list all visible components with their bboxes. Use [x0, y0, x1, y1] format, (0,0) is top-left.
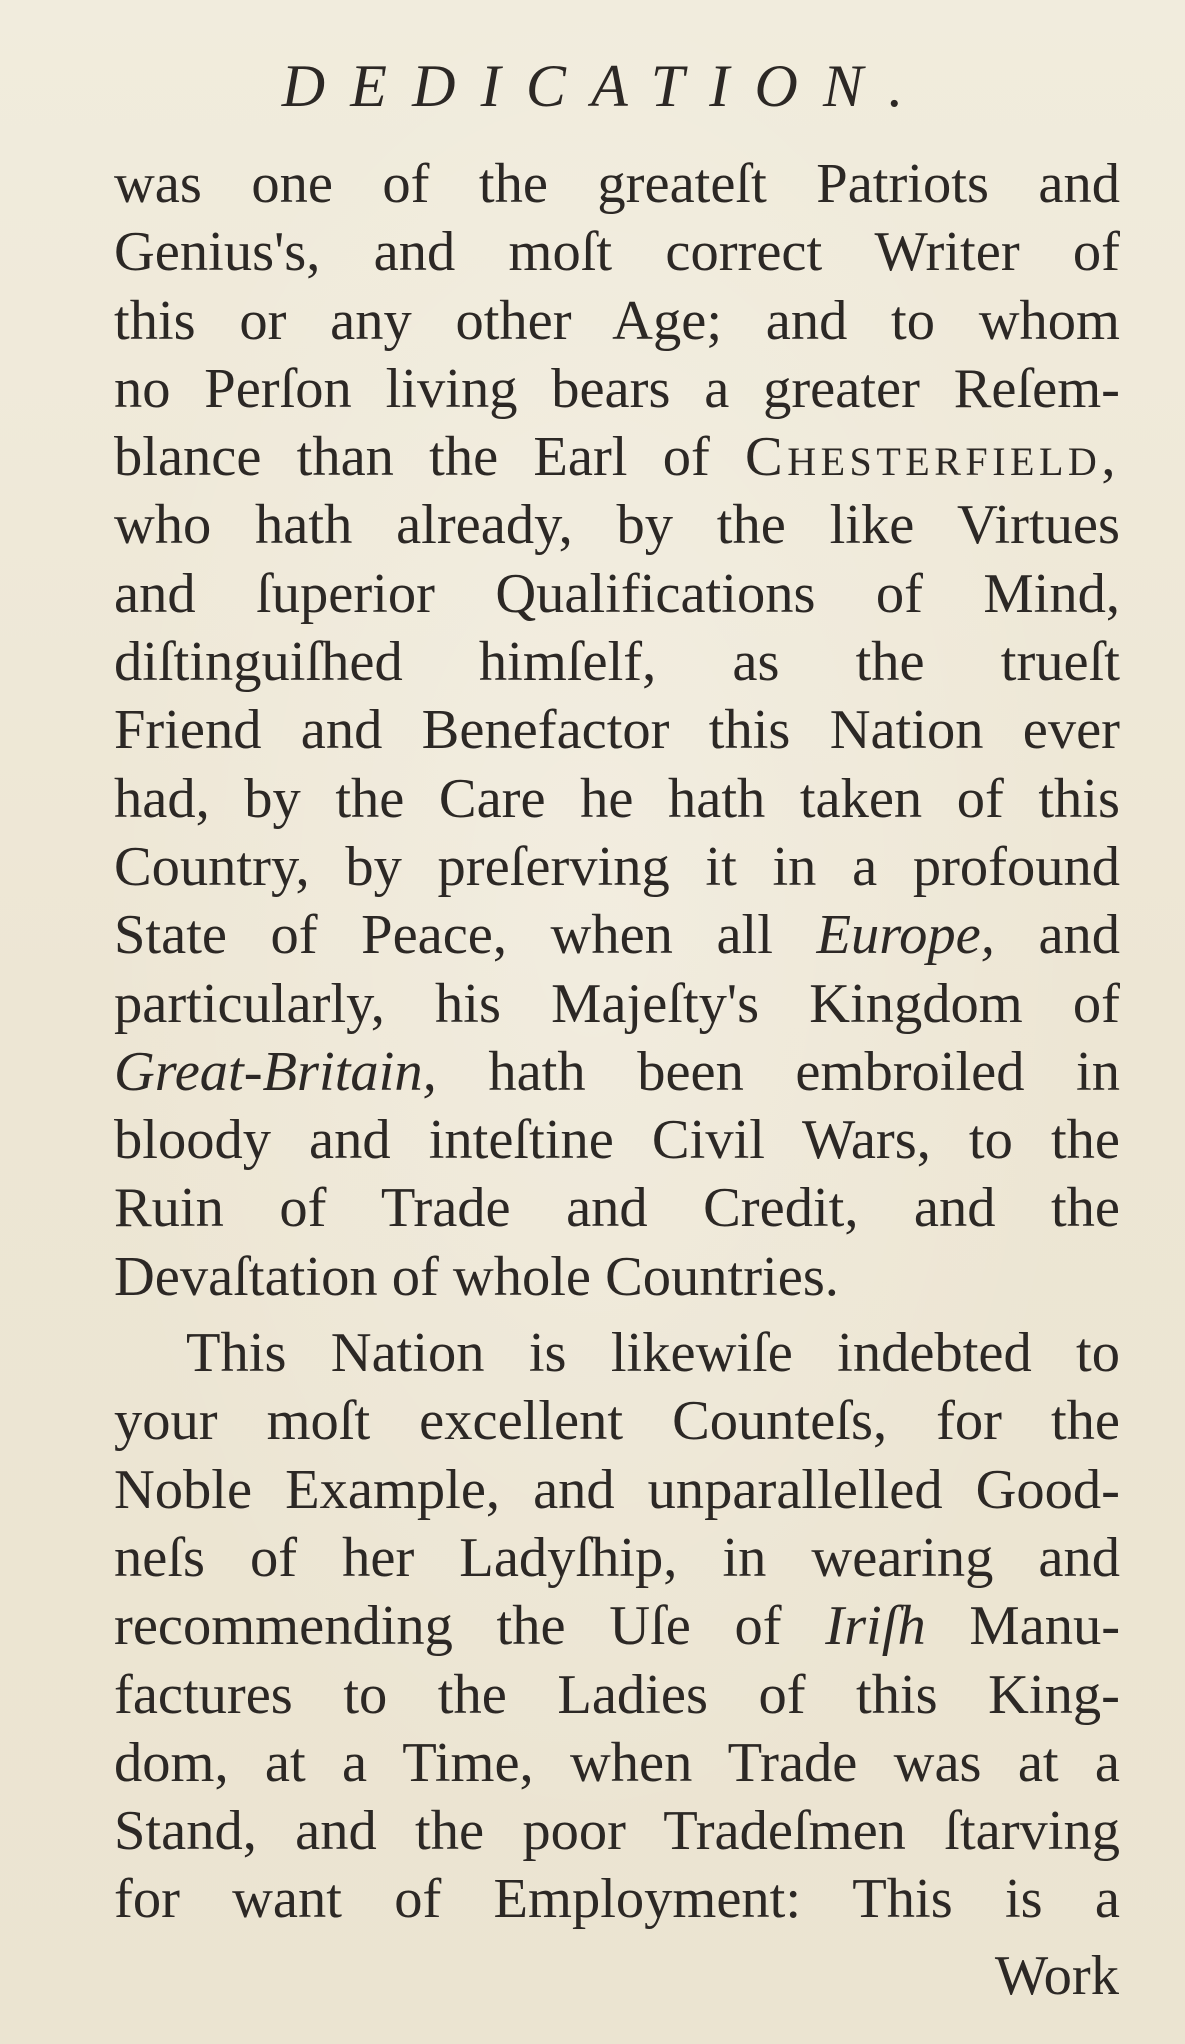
italic-place-name: Europe,: [816, 904, 995, 967]
text-fragment: blance than the Earl of: [114, 426, 710, 489]
text-line: Ruin of Trade and Credit, and the: [114, 1177, 1120, 1240]
text-line: [114, 1592, 1120, 1660]
text-line: who hath already, by the like Virtues: [114, 494, 1120, 557]
text-line: factures to the Ladies of this King-: [114, 1663, 1120, 1726]
text-line: Genius's, and moſt correct Writer of: [114, 221, 1120, 284]
text-line: Stand, and the poor Tradeſmen ſtarving: [114, 1800, 1120, 1863]
text-line: Friend and Benefactor this Nation ever: [114, 699, 1120, 762]
text-line: Country, by preſerving it in a profound: [114, 835, 1120, 898]
text-line: This Nation is likewiſe indebted to: [186, 1322, 1120, 1385]
text-line: this or any other Age; and to whom: [114, 289, 1120, 352]
text-line: Noble Example, and unparallelled Good-: [114, 1458, 1120, 1521]
text-line: particularly, his Majeſty's Kingdom of: [114, 972, 1120, 1035]
text-line: dom, at a Time, when Trade was at a: [114, 1731, 1120, 1794]
text-line: was one of the greateſt Patriots and: [114, 153, 1120, 215]
text-fragment: recommending the Uſe of: [114, 1595, 782, 1658]
italic-place-name: Great-Britain,: [114, 1040, 437, 1103]
text-line: [114, 1038, 1120, 1106]
text-fragment: and: [1038, 904, 1120, 967]
text-line: diſtinguiſhed himſelf, as the trueſt: [114, 631, 1120, 694]
earl-name: Chesterfield,: [744, 426, 1120, 489]
text-fragment: State of Peace, when all: [114, 904, 773, 967]
text-line: and ſuperior Qualifications of Mind,: [114, 562, 1120, 625]
text-line: [114, 423, 1120, 491]
text-line: neſs of her Ladyſhip, in wearing and: [114, 1526, 1120, 1589]
text-fragment: hath been embroiled in: [488, 1040, 1120, 1103]
text-line: your moſt excellent Counteſs, for the: [114, 1390, 1120, 1453]
running-title: DEDICATION.: [281, 53, 929, 119]
text-line: for want of Employment: This is a: [114, 1868, 1120, 1931]
text-line: had, by the Care he hath taken of this: [114, 767, 1120, 830]
text-line: bloody and inteſtine Civil Wars, to the: [114, 1109, 1120, 1172]
text-line: Devaſtation of whole Countries.: [114, 1245, 839, 1308]
italic-word: Iriſh: [825, 1595, 926, 1658]
dedication-text: [114, 150, 1120, 1934]
text-line: [114, 901, 1120, 969]
text-fragment: Manu-: [969, 1595, 1120, 1658]
catchword: Work: [994, 1945, 1119, 2007]
text-line: no Perſon living bears a greater Reſem-: [114, 357, 1120, 420]
